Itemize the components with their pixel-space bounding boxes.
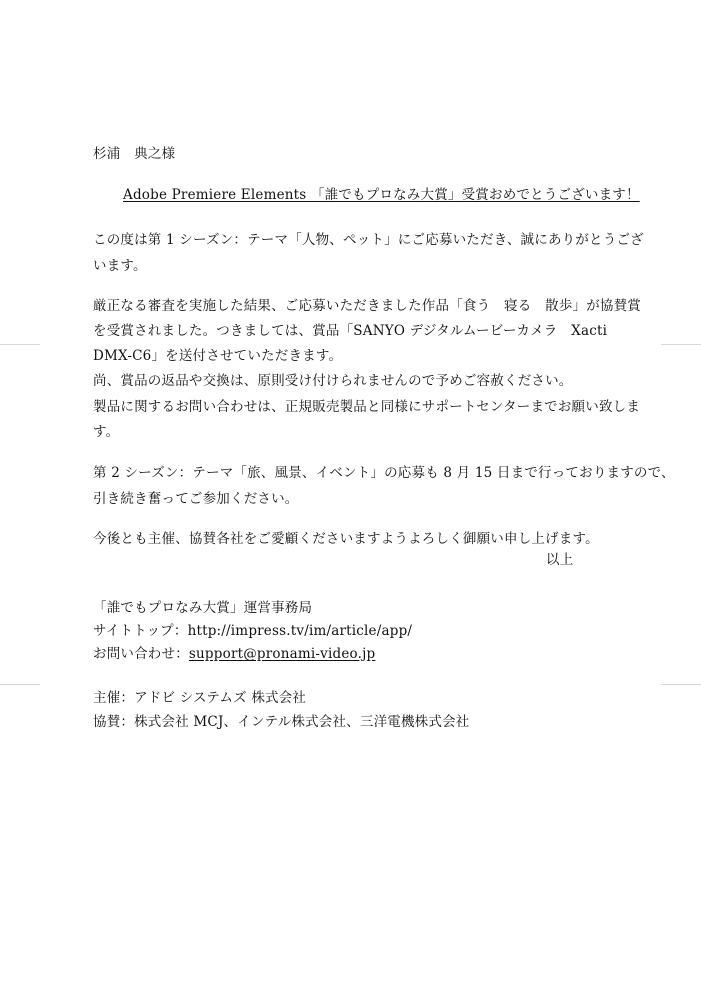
cosponsors-line: 協賛：株式会社 MCJ、インテル株式会社、三洋電機株式会社 — [93, 714, 470, 730]
office-name: 「誰でもプロなみ大賞」運営事務局 — [93, 600, 313, 616]
paragraph-1-line-2: います。 — [93, 258, 147, 274]
paragraph-3-line-2: 引き続き奮ってご参加ください。 — [93, 491, 299, 507]
closing-text: 以上 — [546, 552, 574, 568]
site-url-link[interactable]: http://impress.tv/im/article/app/ — [187, 623, 413, 639]
scan-artifact — [661, 344, 701, 345]
paragraph-2-line-1: 厳正なる審査を実施した結果、ご応募いただきました作品「食う 寝る 散歩」が協賛賞 — [93, 298, 641, 314]
paragraph-3-line-1: 第 2 シーズン：テーマ「旅、風景、イベント」の応募も 8 月 15 日まで行っておりますので、 — [93, 465, 675, 481]
letter-title: Adobe Premiere Elements 「誰でもプロなみ大賞」受賞おめでとうございます！ — [123, 187, 640, 203]
paragraph-1-line-1: この度は第 1 シーズン：テーマ「人物、ペット」にご応募いただき、誠にありがとうござ — [93, 232, 644, 248]
scan-artifact — [0, 344, 40, 345]
contact-email-link[interactable]: support@pronami-video.jp — [188, 646, 376, 662]
paragraph-2-line-4: 尚、賞品の返品や交換は、原則受け付けられませんので予めご容赦ください。 — [93, 373, 573, 389]
organizer-line: 主催：アドビ システムズ 株式会社 — [93, 690, 307, 706]
paragraph-2-line-5: 製品に関するお問い合わせは、正規販売製品と同様にサポートセンターまでお願い致しま — [93, 399, 641, 415]
paragraph-2-line-6: す。 — [93, 424, 120, 440]
scan-artifact — [0, 684, 40, 685]
contact-label: お問い合わせ： — [93, 646, 189, 662]
paragraph-2-line-2: を受賞されました。つきましては、賞品「SANYO デジタルムービーカメラ Xacti — [93, 323, 608, 339]
scan-artifact — [661, 684, 701, 685]
paragraph-2-line-3: DMX-C6」を送付させていただきます。 — [93, 348, 343, 364]
site-link-row — [93, 622, 412, 640]
recipient-name: 杉浦 典之様 — [93, 146, 176, 162]
paragraph-4: 今後とも主催、協賛各社をご愛顧くださいますようよろしく御願い申し上げます。 — [93, 531, 599, 547]
site-label: サイトトップ： — [93, 623, 188, 639]
contact-row — [93, 645, 375, 663]
